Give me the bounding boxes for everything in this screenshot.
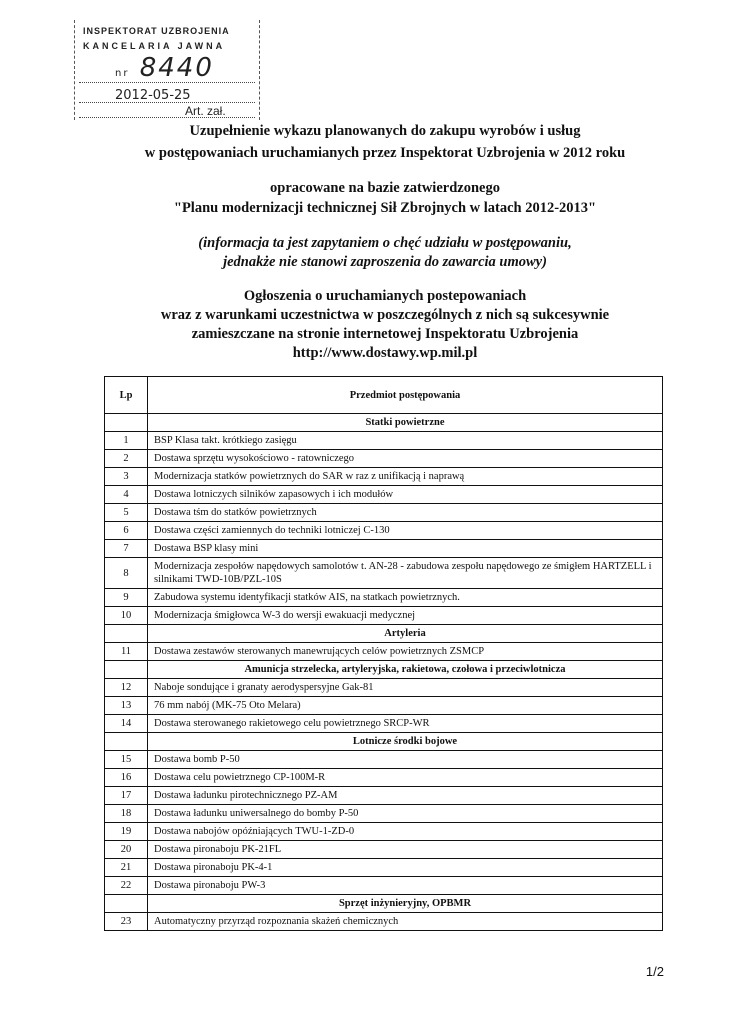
section-spacer-cell <box>105 625 148 643</box>
table-row <box>105 558 663 589</box>
row-number: 13 <box>105 697 148 715</box>
section-title: Amunicja strzelecka, artyleryjska, rakietowa, czołowa i przeciwlotnicza <box>148 661 663 679</box>
row-number: 5 <box>105 504 148 522</box>
row-number: 11 <box>105 643 148 661</box>
table-row <box>105 432 663 450</box>
row-number: 20 <box>105 841 148 859</box>
stamp-number-value: 8440 <box>139 53 214 83</box>
table-row <box>105 540 663 558</box>
section-spacer-cell <box>105 414 148 432</box>
section-spacer-cell <box>105 895 148 913</box>
table-header-row <box>105 377 663 414</box>
section-title: Artyleria <box>148 625 663 643</box>
row-subject: Dostawa sprzętu wysokościowo - ratowniczego <box>148 450 663 468</box>
row-number: 18 <box>105 805 148 823</box>
stamp-divider <box>79 117 255 118</box>
section-spacer-cell <box>105 661 148 679</box>
table-row <box>105 715 663 733</box>
row-number: 8 <box>105 558 148 589</box>
basis-line-2: "Planu modernizacji technicznej Sił Zbrojnych w latach 2012-2013" <box>173 200 597 216</box>
table-row <box>105 522 663 540</box>
row-subject: Dostawa BSP klasy mini <box>148 540 663 558</box>
section-row <box>105 414 663 432</box>
table-row <box>105 805 663 823</box>
row-subject: Naboje sondujące i granaty aerodyspersyjne Gak-81 <box>148 679 663 697</box>
page-number: 1/2 <box>645 964 664 979</box>
table-row <box>105 468 663 486</box>
table-row <box>105 607 663 625</box>
table-row <box>105 841 663 859</box>
table-row <box>105 787 663 805</box>
row-subject: Dostawa tśm do statków powietrznych <box>148 504 663 522</box>
row-number: 9 <box>105 589 148 607</box>
row-subject: Modernizacja śmigłowca W-3 do wersji ewakuacji medycznej <box>148 607 663 625</box>
note-line-2: jednakże nie stanowi zaproszenia do zawarcia umowy) <box>223 254 547 270</box>
section-spacer-cell <box>105 733 148 751</box>
title-line-2: w postępowaniach uruchamianych przez Inspektorat Uzbrojenia w 2012 roku <box>144 145 626 161</box>
row-number: 14 <box>105 715 148 733</box>
table-row <box>105 877 663 895</box>
stamp-number-prefix: nr <box>115 68 130 79</box>
section-row <box>105 625 663 643</box>
table-row <box>105 751 663 769</box>
row-number: 16 <box>105 769 148 787</box>
row-subject: Dostawa części zamiennych do techniki lotniczej C-130 <box>148 522 663 540</box>
row-number: 21 <box>105 859 148 877</box>
row-subject: Dostawa ładunku uniwersalnego do bomby P-50 <box>148 805 663 823</box>
row-number: 7 <box>105 540 148 558</box>
table-row <box>105 643 663 661</box>
row-number: 15 <box>105 751 148 769</box>
section-title: Lotnicze środki bojowe <box>148 733 663 751</box>
registry-stamp <box>74 20 260 120</box>
row-subject: Modernizacja zespołów napędowych samolotów t. AN-28 - zabudowa zespołu napędowego ze śmigłem HARTZELL i silnikami TWD-10B/PZL-10S <box>148 558 663 589</box>
table-row <box>105 823 663 841</box>
row-subject: Automatyczny przyrząd rozpoznania skażeń chemicznych <box>148 913 663 931</box>
table-row <box>105 697 663 715</box>
table-body <box>105 414 663 931</box>
row-subject: Dostawa nabojów opóźniających TWU-1-ZD-0 <box>148 823 663 841</box>
row-subject: Dostawa ładunku pirotechnicznego PZ-AM <box>148 787 663 805</box>
title-line-1: Uzupełnienie wykazu planowanych do zakupu wyrobów i usług <box>189 123 581 139</box>
procurement-table <box>104 376 663 931</box>
row-subject: Dostawa zestawów sterowanych manewrujących celów powietrznych ZSMCP <box>148 643 663 661</box>
row-subject: 76 mm nabój (MK-75 Oto Melara) <box>148 697 663 715</box>
row-number: 23 <box>105 913 148 931</box>
stamp-divider <box>79 82 255 83</box>
column-header-lp: Lp <box>105 377 148 414</box>
row-number: 19 <box>105 823 148 841</box>
row-subject: Modernizacja statków powietrznych do SAR w raz z unifikacją i naprawą <box>148 468 663 486</box>
stamp-divider <box>79 102 255 103</box>
row-subject: Dostawa lotniczych silników zapasowych i ich modułów <box>148 486 663 504</box>
row-number: 3 <box>105 468 148 486</box>
row-number: 10 <box>105 607 148 625</box>
stamp-number <box>115 53 214 83</box>
row-number: 22 <box>105 877 148 895</box>
table-row <box>105 504 663 522</box>
table-row <box>105 450 663 468</box>
stamp-chancery: KANCELARIA JAWNA <box>83 41 226 51</box>
section-row <box>105 661 663 679</box>
stamp-footer: Art. zał. <box>185 104 226 118</box>
section-row <box>105 733 663 751</box>
stamp-office: INSPEKTORAT UZBROJENIA <box>83 26 230 36</box>
row-number: 4 <box>105 486 148 504</box>
website-url[interactable]: http://www.dostawy.wp.mil.pl <box>292 345 478 361</box>
table-row <box>105 913 663 931</box>
row-number: 17 <box>105 787 148 805</box>
row-number: 1 <box>105 432 148 450</box>
column-header-subject: Przedmiot postępowania <box>148 377 663 414</box>
announcement-line-2: wraz z warunkami uczestnictwa w poszczególnych z nich są sukcesywnie <box>160 307 610 323</box>
row-subject: Dostawa sterowanego rakietowego celu powietrznego SRCP-WR <box>148 715 663 733</box>
table-row <box>105 589 663 607</box>
row-subject: Dostawa pironaboju PW-3 <box>148 877 663 895</box>
announcement-line-3: zamieszczane na stronie internetowej Inspektoratu Uzbrojenia <box>191 326 579 342</box>
announcement-line-1: Ogłoszenia o uruchamianych postepowaniach <box>243 288 527 304</box>
row-number: 12 <box>105 679 148 697</box>
row-number: 6 <box>105 522 148 540</box>
section-title: Statki powietrzne <box>148 414 663 432</box>
stamp-date: 2012-05-25 <box>115 88 191 103</box>
section-row <box>105 895 663 913</box>
row-subject: Dostawa bomb P-50 <box>148 751 663 769</box>
section-title: Sprzęt inżynieryjny, OPBMR <box>148 895 663 913</box>
note-line-1: (informacja ta jest zapytaniem o chęć udziału w postępowaniu, <box>198 235 572 251</box>
row-subject: Dostawa pironaboju PK-21FL <box>148 841 663 859</box>
row-subject: Dostawa celu powietrznego CP-100M-R <box>148 769 663 787</box>
row-subject: Zabudowa systemu identyfikacji statków AIS, na statkach powietrznych. <box>148 589 663 607</box>
table-row <box>105 679 663 697</box>
table-row <box>105 769 663 787</box>
table-row <box>105 859 663 877</box>
row-subject: BSP Klasa takt. krótkiego zasięgu <box>148 432 663 450</box>
basis-line-1: opracowane na bazie zatwierdzonego <box>270 180 500 196</box>
row-subject: Dostawa pironaboju PK-4-1 <box>148 859 663 877</box>
row-number: 2 <box>105 450 148 468</box>
table-row <box>105 486 663 504</box>
